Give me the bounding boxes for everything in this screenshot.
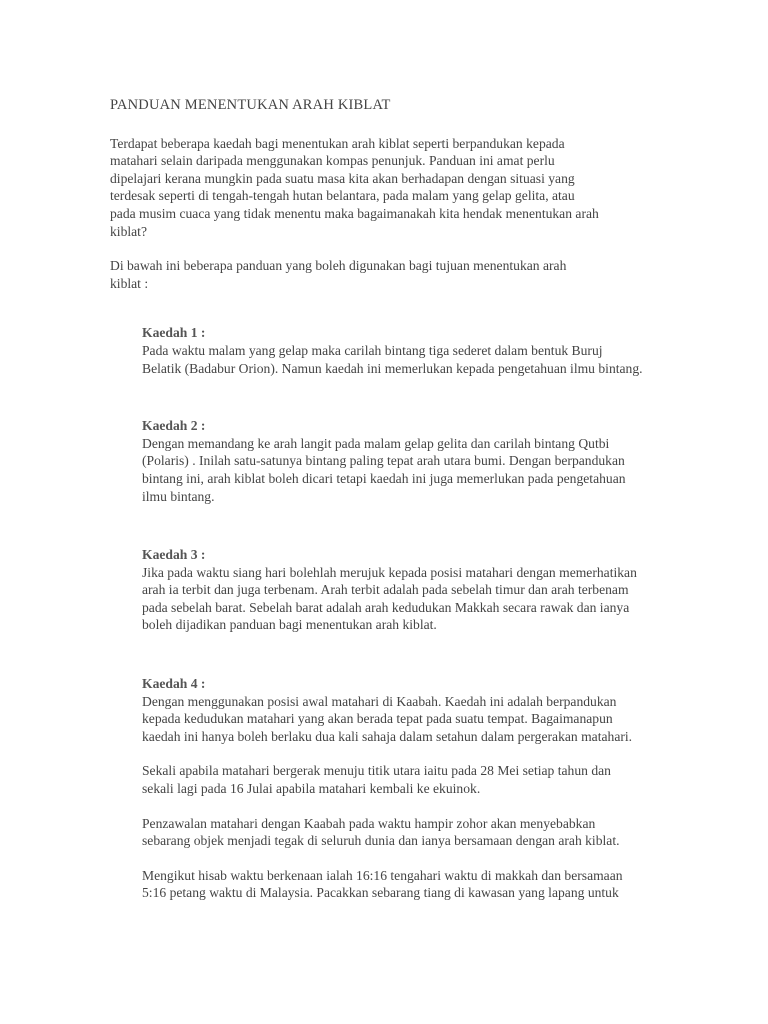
- method-1-text: Pada waktu malam yang gelap maka carilah bintang tiga sederet dalam bentuk Buruj Belatik (Badabur Orion). Namun kaedah ini memerlukan kepada pengetahuan ilmu bintang.: [142, 342, 643, 376]
- method-1-heading: Kaedah 1 :: [142, 325, 206, 341]
- intro-paragraph-1: Terdapat beberapa kaedah bagi menentukan arah kiblat seperti berpandukan kepada matahari selain daripada menggunakan kompas penunjuk. Panduan ini amat perlu dipelajari kerana mungkin pada suatu masa kita akan berhadapan dengan situasi yang terdesak seperti di tengah-tengah hutan belantara, pada malam yang gelap gelita, atau pada musim cuaca yang tidak menentu maka bagaimanakah kita hendak menentukan arah kiblat?: [110, 135, 599, 239]
- method-4-heading: Kaedah 4 :: [142, 676, 206, 692]
- method-4-text-4: Mengikut hisab waktu berkenaan ialah 16:16 tengahari waktu di makkah dan bersamaan 5:16 petang waktu di Malaysia. Pacakkan sebarang tiang di kawasan yang lapang untuk: [142, 867, 623, 901]
- method-3-section: [142, 546, 702, 634]
- method-4-text-3: Penzawalan matahari dengan Kaabah pada waktu hampir zohor akan menyebabkan sebarang objek menjadi tegak di seluruh dunia dan ianya bersamaan dengan arah kiblat.: [142, 815, 620, 849]
- method-2-section: [142, 417, 702, 505]
- method-1-section: [142, 324, 702, 377]
- method-4-text-1: Dengan menggunakan posisi awal matahari di Kaabah. Kaedah ini adalah berpandukan kepada kedudukan matahari yang akan berada tepat pada suatu tempat. Bagaimanapun kaedah ini hanya boleh berlaku dua kali sahaja dalam setahun dalam pergerakan matahari.: [142, 693, 633, 744]
- method-2-heading: Kaedah 2 :: [142, 418, 206, 434]
- method-4-text-2: Sekali apabila matahari bergerak menuju titik utara iaitu pada 28 Mei setiap tahun dan sekali lagi pada 16 Julai apabila matahari kembali ke ekuinok.: [142, 763, 611, 797]
- document-title: PANDUAN MENENTUKAN ARAH KIBLAT: [110, 97, 391, 113]
- method-3-heading: Kaedah 3 :: [142, 547, 206, 563]
- method-2-text: Dengan memandang ke arah langit pada malam gelap gelita dan carilah bintang Qutbi (Polaris) . Inilah satu-satunya bintang paling tepat arah utara bumi. Dengan berpandukan bintang ini, arah kiblat boleh dicari tetapi kaedah ini juga memerlukan pada pengetahuan ilmu bintang.: [142, 435, 626, 504]
- method-3-text: Jika pada waktu siang hari bolehlah merujuk kepada posisi matahari dengan memerhatikan arah ia terbit dan juga terbenam. Arah terbit adalah pada sebelah timur dan arah terbenam pada sebelah barat. Sebelah barat adalah arah kedudukan Makkah secara rawak dan ianya boleh dijadikan panduan bagi menentukan arah kiblat.: [142, 564, 637, 633]
- method-4-section: [142, 675, 702, 902]
- intro-paragraph-2: Di bawah ini beberapa panduan yang boleh digunakan bagi tujuan menentukan arah kiblat :: [110, 258, 567, 291]
- document-page: [110, 97, 720, 902]
